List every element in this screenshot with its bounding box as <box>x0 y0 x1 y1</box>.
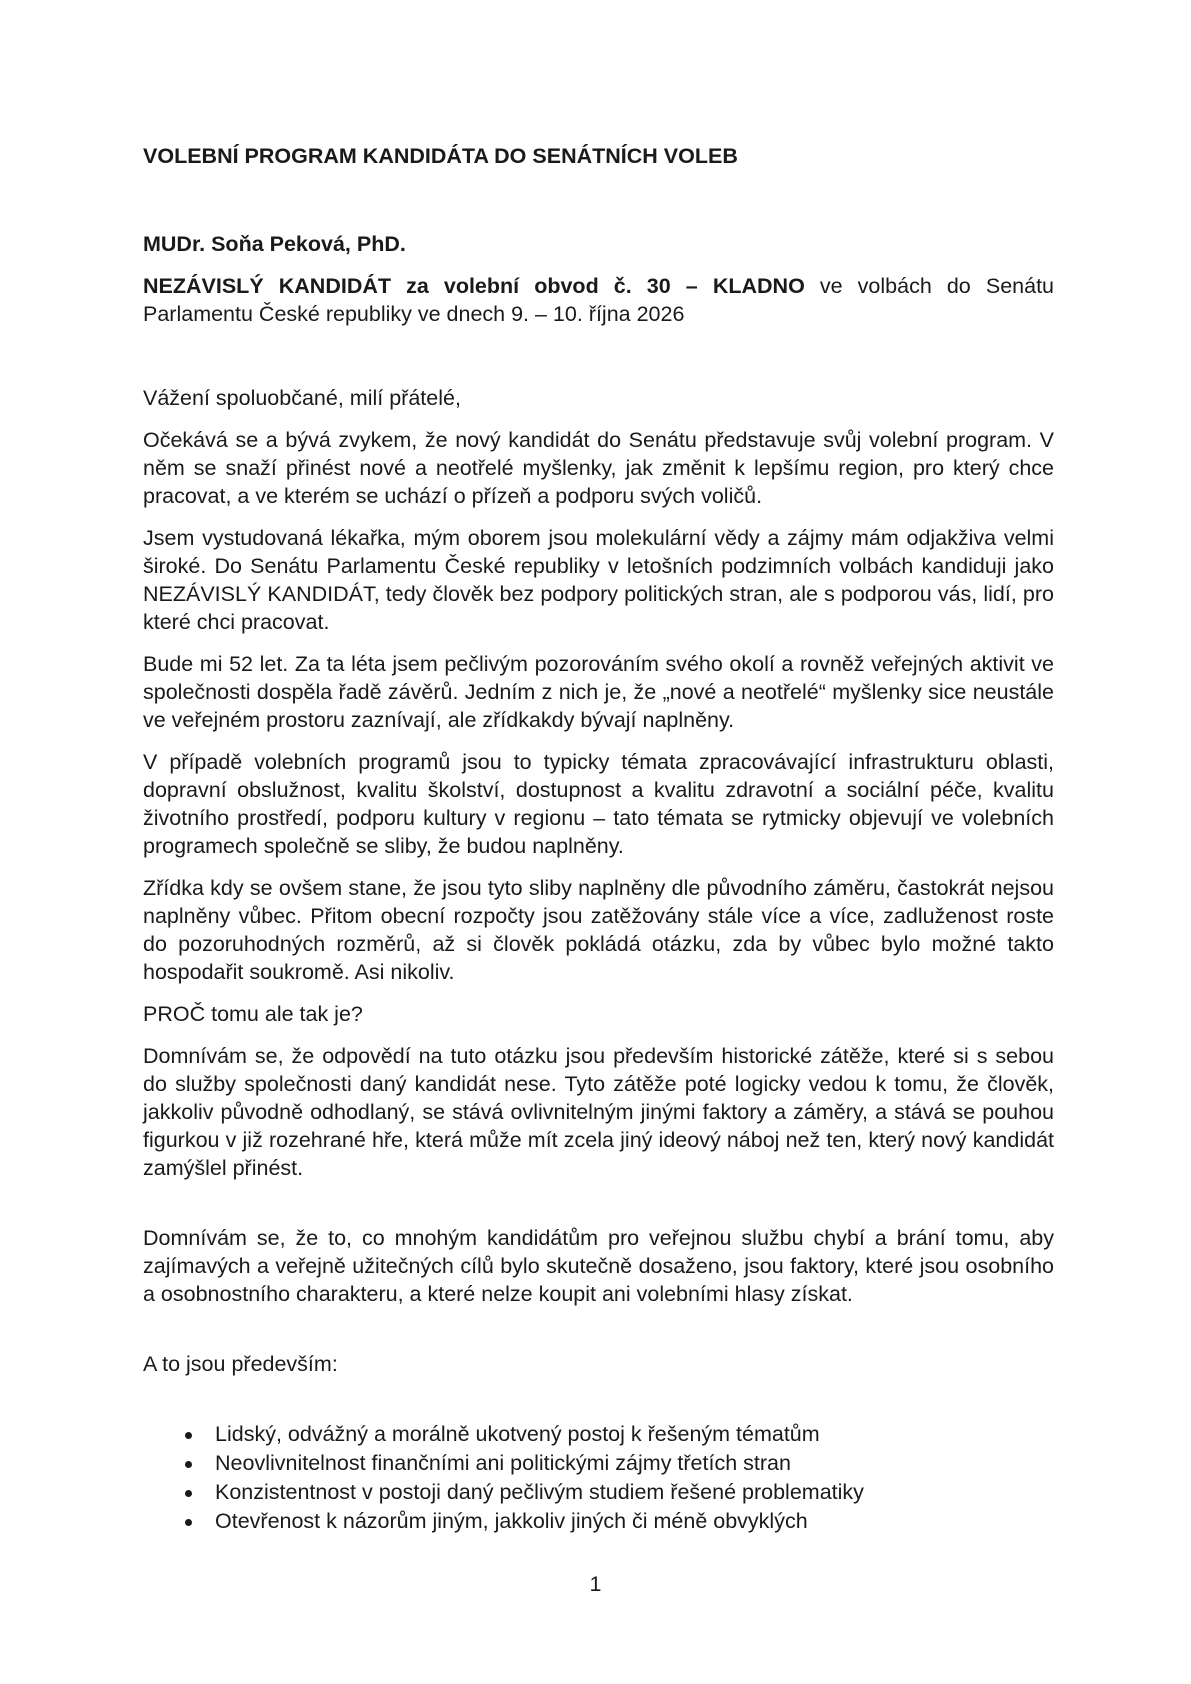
list-item-text: Otevřenost k názorům jiným, jakkoliv jiných či méně obvyklých <box>215 1509 808 1533</box>
paragraph-programs: V případě volebních programů jsou to typicky témata zpracovávající infrastrukturu oblasti, dopravní obslužnost, kvalitu školství, dostupnost a kvalitu zdravotní a sociální péče, kvalitu životního prostředí, podporu kultury v regionu – tato témata se rytmicky objevují ve volebních programech společně se sliby, že budou naplněny. <box>143 750 1054 858</box>
paragraph-list-intro: A to jsou především: <box>143 1352 338 1376</box>
greeting: Vážení spoluobčané, milí přátelé, <box>143 386 461 410</box>
list-item <box>143 1449 1054 1478</box>
list-item <box>143 1420 1054 1449</box>
list-item-text: Lidský, odvážný a morálně ukotvený postoj k řešeným tématům <box>215 1422 820 1446</box>
candidate-name: MUDr. Soňa Peková, PhD. <box>143 232 406 256</box>
paragraph-promises: Zřídka kdy se ovšem stane, že jsou tyto sliby naplněny dle původního záměru, častokrát nejsou naplněny vůbec. Přitom obecní rozpočty jsou zatěžovány stále více a více, zadluženost roste do pozoruhodných rozměrů, až si člověk pokládá otázku, zda by vůbec bylo možné takto hospodařit soukromě. Asi nikoliv. <box>143 876 1054 984</box>
list-item-text: Konzistentnost v postoji daný pečlivým studiem řešené problematiky <box>215 1480 864 1504</box>
list-item <box>143 1478 1054 1507</box>
paragraph-age: Bude mi 52 let. Za ta léta jsem pečlivým pozorováním svého okolí a rovněž veřejných aktivit ve společnosti dospěla řadě závěrů. Jedním z nich je, že „nové a neotřelé“ myšlenky sice neustále ve veřejném prostoru zaznívají, ale zřídkakdy bývají naplněny. <box>143 652 1054 732</box>
bullet-icon <box>185 1432 192 1439</box>
bullet-icon <box>185 1490 192 1497</box>
candidacy-statement-rest: ve volbách do Senátu Parlamentu České republiky ve dnech 9. – 10. října 2026 <box>143 274 1054 326</box>
page-number: 1 <box>589 1572 602 1596</box>
candidacy-statement <box>143 272 1054 328</box>
paragraph-burdens: Domnívám se, že odpovědí na tuto otázku jsou především historické zátěže, které si s sebou do služby společnosti daný kandidát nese. Tyto zátěže poté logicky vedou k tomu, že člověk, jakkoliv původně odhodlaný, se stává ovlivnitelným jinými faktory a záměry, a stává se pouhou figurkou v již rozehrané hře, která může mít zcela jiný ideový náboj než ten, který nový kandidát zamýšlel přinést. <box>143 1044 1054 1180</box>
body-text <box>143 384 1054 1536</box>
list-item-text: Neovlivnitelnost finančními ani politickými zájmy třetích stran <box>215 1451 791 1475</box>
paragraph-question: PROČ tomu ale tak je? <box>143 1002 363 1026</box>
paragraph-about-me: Jsem vystudovaná lékařka, mým oborem jsou molekulární vědy a zájmy mám odjakživa velmi široké. Do Senátu Parlamentu České republiky v letošních podzimních volbách kandiduji jako NEZÁVISLÝ KANDIDÁT, tedy člověk bez podpory politických stran, ale s podporou vás, lidí, pro které chci pracovat. <box>143 526 1054 634</box>
bullet-icon <box>185 1461 192 1468</box>
paragraph-expectations: Očekává se a bývá zvykem, že nový kandidát do Senátu představuje svůj volební program. V něm se snaží přinést nové a neotřelé myšlenky, jak změnit k lepšímu region, pro který chce pracovat, a ve kterém se uchází o přízeň a podporu svých voličů. <box>143 428 1054 508</box>
paragraph-factors: Domnívám se, že to, co mnohým kandidátům pro veřejnou službu chybí a brání tomu, aby zajímavých a veřejně užitečných cílů bylo skutečně dosaženo, jsou faktory, které jsou osobního a osobnostního charakteru, a které nelze koupit ani volebními hlasy získat. <box>143 1226 1054 1306</box>
list-item <box>143 1507 1054 1536</box>
document-title: VOLEBNÍ PROGRAM KANDIDÁTA DO SENÁTNÍCH VOLEB <box>143 144 738 168</box>
candidacy-statement-bold: NEZÁVISLÝ KANDIDÁT za volební obvod č. 30 – KLADNO <box>143 274 805 298</box>
bullet-icon <box>185 1519 192 1526</box>
qualities-list <box>143 1420 1054 1536</box>
